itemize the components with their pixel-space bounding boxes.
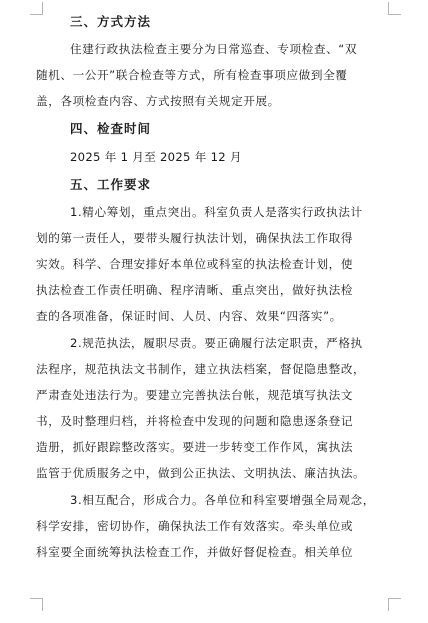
crop-mark-top-right: [388, 2, 401, 15]
paragraph-line: 住建行政执法检查主要分为日常巡查、专项检查、“双: [70, 42, 358, 56]
paragraph-line: 科室要全面统筹执法检查工作，并做好督促检查。相关单位: [36, 545, 354, 559]
document-body: [36, 8, 386, 565]
paragraph-line: 随机、一公开”联合检查等方式，所有检查事项应做到全覆: [36, 68, 348, 83]
paragraph-line: 查的各项准备，保证时间、人员、内容、效果“四落实”。: [36, 309, 342, 324]
crop-mark-bottom-left: [30, 598, 43, 611]
paragraph-line: 执法检查工作责任明确、程序清晰、重点突出，做好执法检: [36, 283, 354, 298]
paragraph-line: 盖，各项检查内容、方式按照有关规定开展。: [36, 94, 280, 109]
paragraph-line: 严肃查处违法行为。要建立完善执法台帐，规范填写执法文: [36, 387, 354, 402]
paragraph-line: 书，及时整理归档，并将检查中发现的问题和隐患逐条登记: [36, 414, 354, 429]
paragraph-line: 造册，抓好跟踪整改落实。要进一步转变工作作风，寓执法: [36, 440, 354, 455]
paragraph-line: 2.规范执法，履职尽责。要正确履行法定职责，严格执: [70, 335, 363, 350]
section-heading-requirements: 五、工作要求: [70, 176, 152, 192]
paragraph-line: 科学安排，密切协作，确保执法工作有效落实。牵头单位或: [36, 518, 354, 533]
crop-mark-top-left: [30, 2, 43, 15]
inspection-period: 2025 年 1 月至 2025 年 12 月: [70, 149, 242, 164]
paragraph-line: 实效。科学、合理安排好本单位或科室的执法检查计划，使: [36, 256, 354, 271]
paragraph-line: 法程序，规范执法文书制作，建立执法档案，督促隐患整改，: [36, 361, 366, 376]
section-heading-methods: 三、方式方法: [70, 14, 152, 29]
paragraph-line: 划的第一责任人，要带头履行执法计划，确保执法工作取得: [36, 230, 354, 245]
paragraph-line: 1.精心筹划，重点突出。科室负责人是落实行政执法计: [70, 204, 363, 219]
section-heading-time: 四、检查时间: [70, 120, 152, 136]
paragraph-line: 3.相互配合，形成合力。各单位和科室要增强全局观念，: [70, 492, 375, 507]
crop-mark-bottom-right: [388, 598, 401, 611]
paragraph-line: 监管于优质服务之中，做到公正执法、文明执法、廉洁执法。: [36, 466, 366, 481]
